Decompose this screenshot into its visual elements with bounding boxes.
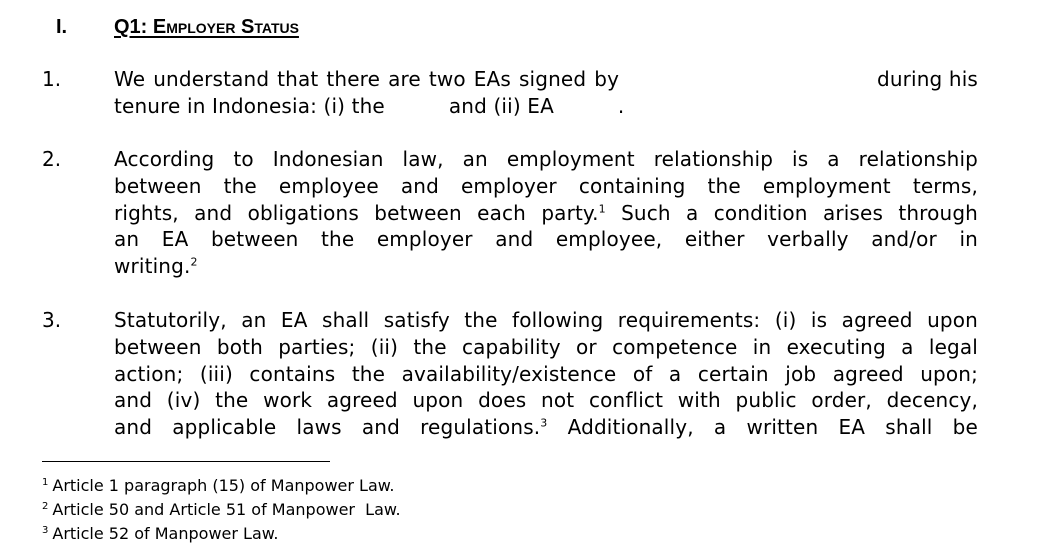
paragraph-line — [114, 66, 978, 93]
section-numeral: I. — [56, 16, 68, 38]
footnote-text: Article 50 and Article 51 of Manpower Law. — [52, 500, 401, 519]
paragraph-line: between the employee and employer containing the employment terms, — [114, 173, 978, 198]
paragraph-number: 3. — [42, 308, 62, 332]
paragraph-line: action; (iii) contains the availability/existence of a certain job agreed upon; — [114, 361, 978, 386]
footnote-reference[interactable]: 2 — [190, 255, 198, 269]
section-title: Q1: Employer Status — [114, 16, 299, 38]
paragraph-line: According to Indonesian law, an employment relationship is a relationship — [114, 147, 978, 171]
paragraph-body — [114, 66, 978, 120]
footnote-reference[interactable]: 1 — [598, 201, 606, 215]
footnote-separator — [42, 461, 330, 462]
paragraph-body — [114, 307, 978, 441]
paragraph-line — [114, 253, 978, 280]
paragraph-text: Such a condition arises through — [605, 200, 978, 225]
footnotes — [42, 474, 401, 546]
paragraph-line: and (iv) the work agreed upon does not conflict with public order, decency, — [114, 388, 978, 413]
footnote-3 — [42, 522, 401, 546]
paragraph-line: an EA between the employer and employee, either verbally and/or in — [114, 227, 978, 252]
footnote-text: Article 52 of Manpower Law. — [52, 524, 279, 543]
paragraph-text: and applicable laws and regulations. — [114, 415, 541, 440]
paragraph-text: We understand that there are two EAs signed by — [114, 67, 620, 91]
paragraph-line — [114, 414, 978, 441]
paragraph-text: rights, and obligations between each party. — [114, 200, 599, 225]
paragraph-text: . — [617, 93, 625, 118]
paragraph-number: 2. — [42, 147, 62, 171]
paragraph-text: and (ii) EA — [448, 93, 554, 118]
footnote-reference[interactable]: 3 — [540, 416, 548, 430]
paragraph-text: during his — [876, 67, 978, 91]
footnote-mark: 3 — [42, 524, 49, 536]
paragraph-number: 1. — [42, 67, 62, 91]
paragraph-line: between both parties; (ii) the capability or competence in executing a legal — [114, 334, 978, 359]
paragraph-line — [114, 200, 978, 227]
paragraph-line — [114, 93, 978, 120]
footnote-2 — [42, 498, 401, 522]
footnote-mark: 1 — [42, 476, 49, 488]
footnote-mark: 2 — [42, 500, 49, 512]
footnote-1 — [42, 474, 401, 498]
paragraph-text: tenure in Indonesia: (i) the — [114, 93, 385, 118]
paragraph-text: Additionally, a written EA shall be — [547, 415, 978, 440]
paragraph-text: writing. — [114, 254, 191, 279]
footnote-text: Article 1 paragraph (15) of Manpower Law. — [52, 476, 395, 495]
paragraph-body — [114, 146, 978, 280]
paragraph-line: Statutorily, an EA shall satisfy the following requirements: (i) is agreed upon — [114, 308, 978, 332]
